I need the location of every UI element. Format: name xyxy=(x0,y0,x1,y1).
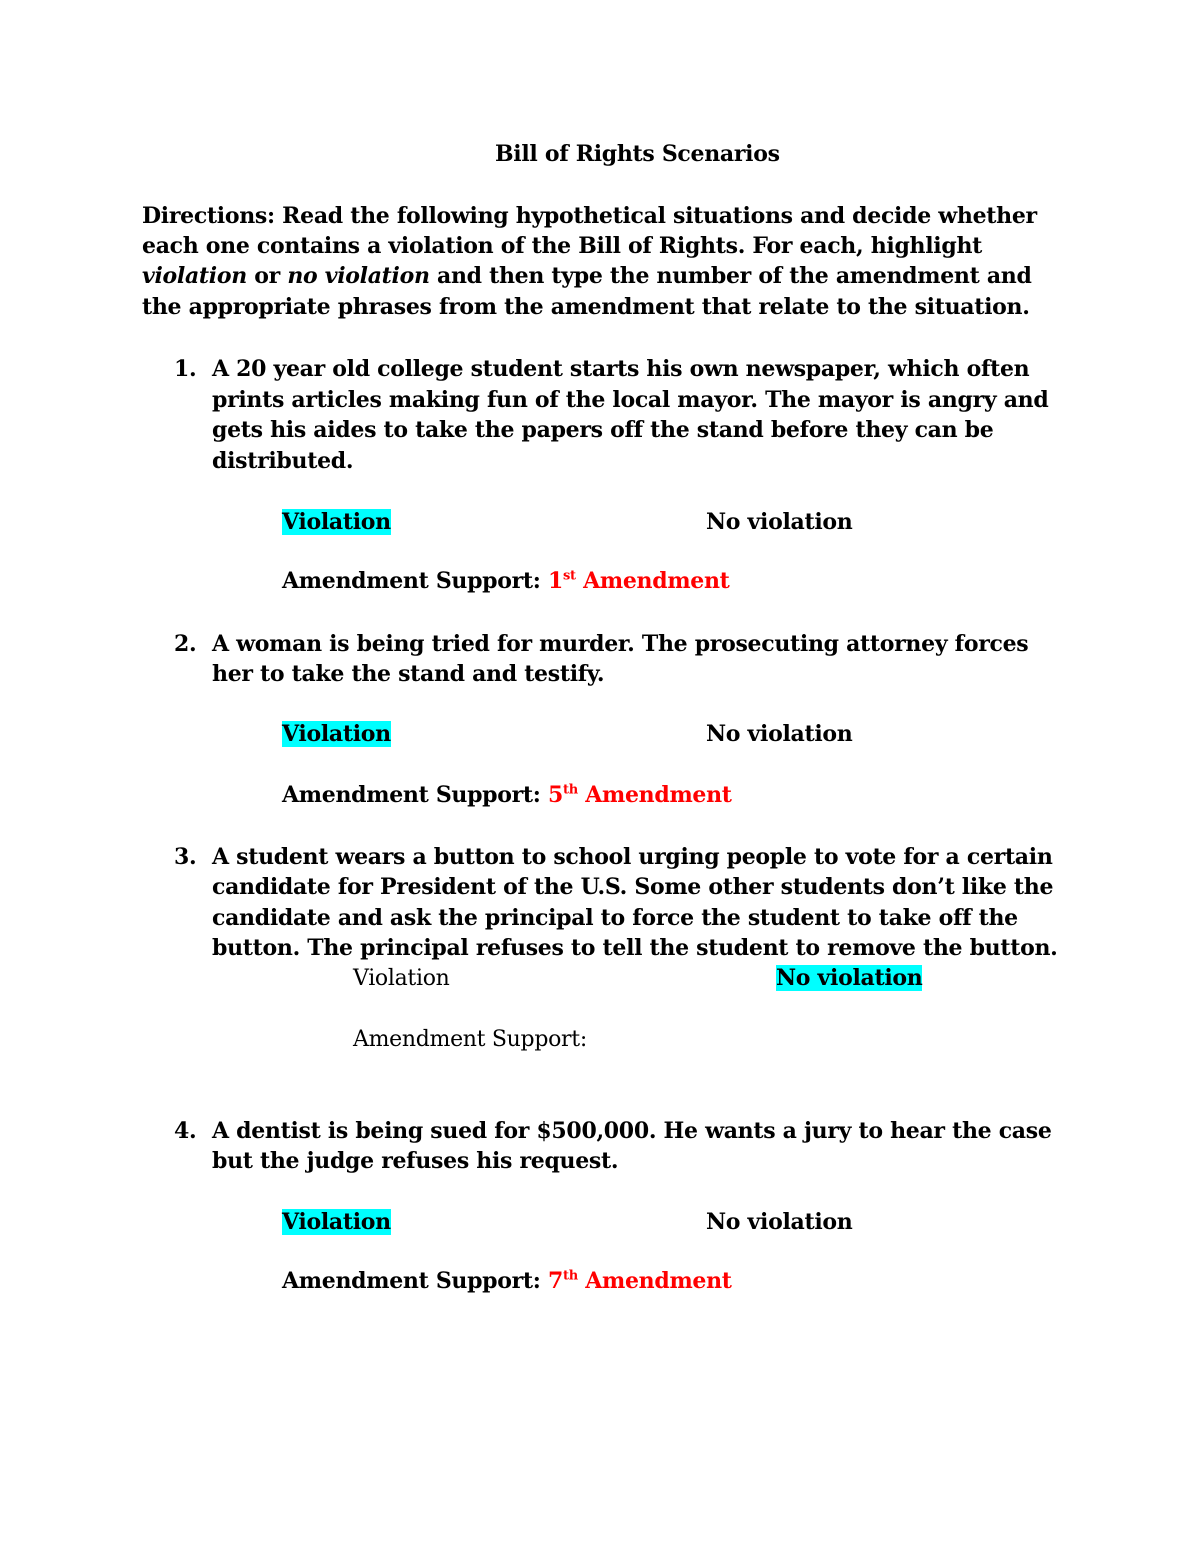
scenario-line: her to take the stand and testify. xyxy=(212,661,605,687)
scenario-number: 1. xyxy=(174,356,197,382)
scenario-line: A woman is being tried for murder. The prosecuting attorney forces xyxy=(212,631,1029,657)
directions-or: or xyxy=(246,263,288,289)
scenario-number: 3. xyxy=(174,844,197,870)
directions-violation-term: violation xyxy=(142,263,247,289)
no-violation-label: No violation xyxy=(776,965,923,991)
amendment-answer: 1st Amendment xyxy=(547,568,730,594)
scenario-line: distributed. xyxy=(212,448,354,474)
scenario-line: but the judge refuses his request. xyxy=(212,1148,619,1174)
scenario-line: candidate and ask the principal to force the student to take off the xyxy=(212,905,1018,931)
violation-option[interactable] xyxy=(353,963,450,994)
violation-label: Violation xyxy=(353,966,450,991)
amendment-support-label: Amendment Support: xyxy=(282,1268,548,1294)
directions-line-1: Directions: Read the following hypothetical situations and decide whether xyxy=(142,203,1037,229)
violation-option[interactable] xyxy=(282,507,391,538)
amendment-answer: 7th Amendment xyxy=(547,1268,732,1294)
amendment-support-label: Amendment Support: xyxy=(282,782,548,808)
violation-option[interactable] xyxy=(282,1207,391,1238)
scenario-line: button. The principal refuses to tell the student to remove the button. xyxy=(212,935,1058,961)
no-violation-option[interactable] xyxy=(776,963,922,994)
amendment-support xyxy=(282,780,732,811)
directions-line-2: each one contains a violation of the Bill of Rights. For each, highlight xyxy=(142,233,982,259)
amendment-support xyxy=(282,566,730,597)
no-violation-option[interactable]: No violation xyxy=(706,509,853,535)
scenario-line: A dentist is being sued for $500,000. He wants a jury to hear the case xyxy=(212,1118,1052,1144)
scenario-line: gets his aides to take the papers off the stand before they can be xyxy=(212,417,994,443)
document-title: Bill of Rights Scenarios xyxy=(495,141,780,167)
amendment-support xyxy=(353,1024,587,1055)
amendment-support-label: Amendment Support: xyxy=(353,1027,587,1052)
directions-no-violation-term: no violation xyxy=(287,263,430,289)
scenario-line: candidate for President of the U.S. Some other students don’t like the xyxy=(212,874,1054,900)
scenario-number: 4. xyxy=(174,1118,197,1144)
no-violation-option[interactable]: No violation xyxy=(706,1209,853,1235)
violation-label: Violation xyxy=(282,509,391,535)
directions-line-3 xyxy=(142,261,1032,292)
amendment-support-label: Amendment Support: xyxy=(282,568,548,594)
no-violation-option[interactable]: No violation xyxy=(706,721,853,747)
scenario-line: A 20 year old college student starts his own newspaper, which often xyxy=(212,356,1030,382)
amendment-answer: 5th Amendment xyxy=(547,782,732,808)
directions-line-4: the appropriate phrases from the amendment that relate to the situation. xyxy=(142,294,1030,320)
scenario-number: 2. xyxy=(174,631,197,657)
scenario-line: prints articles making fun of the local mayor. The mayor is angry and xyxy=(212,387,1049,413)
violation-label: Violation xyxy=(282,1209,391,1235)
violation-label: Violation xyxy=(282,721,391,747)
violation-option[interactable] xyxy=(282,719,391,750)
scenario-line: A student wears a button to school urging people to vote for a certain xyxy=(212,844,1053,870)
directions-line-3-rest: and then type the number of the amendment and xyxy=(429,263,1032,289)
amendment-support xyxy=(282,1266,732,1297)
